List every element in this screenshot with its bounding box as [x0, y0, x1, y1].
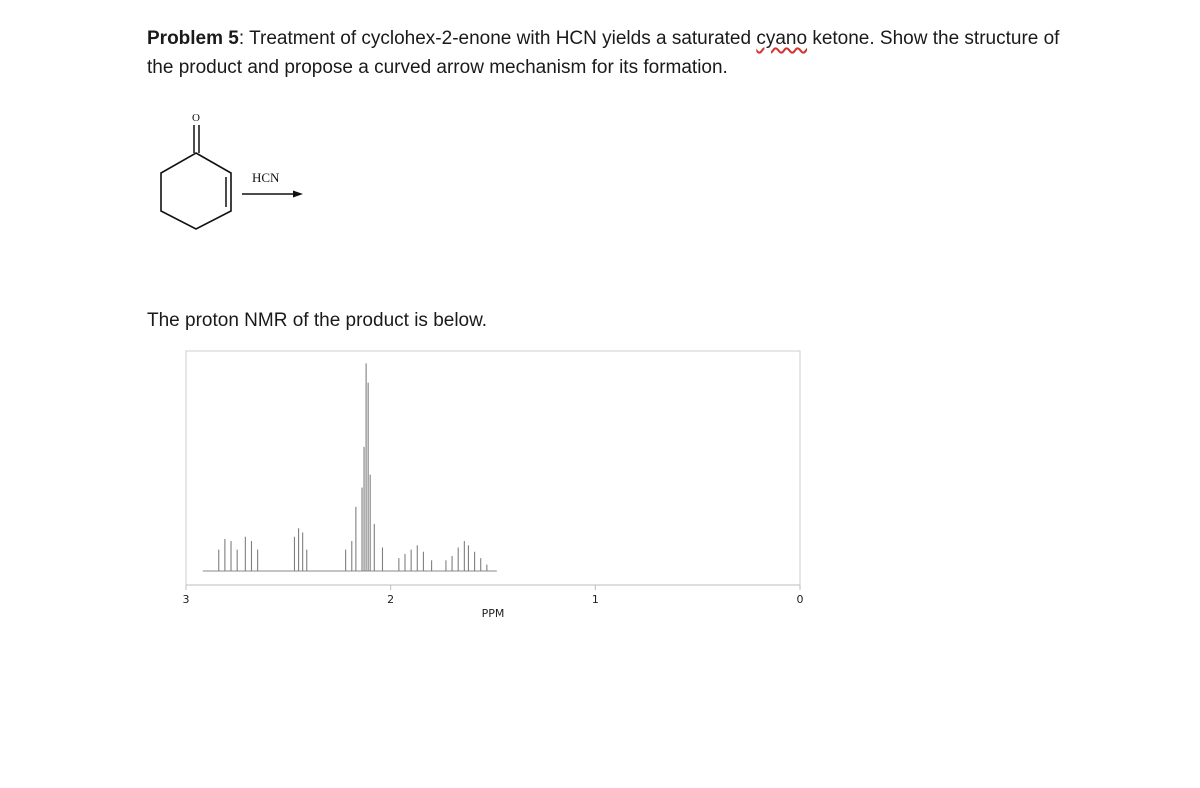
proton-nmr-spectrum [170, 345, 820, 635]
problem-statement [147, 24, 1077, 82]
reagent-label: HCN [252, 170, 280, 185]
x-tick-label: 0 [796, 593, 804, 606]
problem-label: Problem 5 [147, 28, 239, 49]
x-tick-label: 2 [387, 593, 395, 606]
spectrum-frame [186, 351, 800, 585]
nmr-intro-text: The proton NMR of the product is below. [147, 310, 488, 331]
cyclohexenone-structure [150, 105, 320, 235]
x-axis-label: PPM [481, 607, 505, 620]
cyclohexene-ring [161, 153, 231, 229]
problem-text-start: : Treatment of cyclohex-2-enone with HCN yields a saturated [238, 28, 757, 49]
problem-text-end: ketone. Show the structure of the product and propose a curved arrow mechanism for its formation. [147, 28, 1060, 78]
x-tick-label: 1 [591, 593, 599, 606]
x-tick-label: 3 [182, 593, 190, 606]
reaction-arrowhead [293, 191, 303, 198]
spellcheck-flagged-word[interactable]: cyano [756, 28, 808, 49]
carbonyl-oxygen-label: O [192, 112, 200, 124]
